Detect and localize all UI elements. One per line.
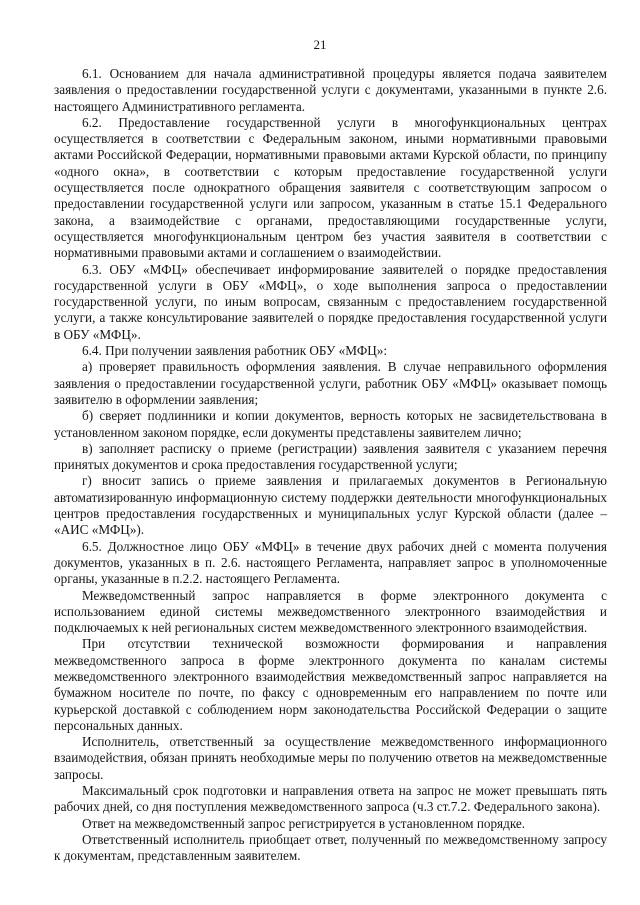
paragraph-6-2: 6.2. Предоставление государственной услуги в многофункциональных центрах осуществляется в соответствии с Федеральным законом, иными нормативными правовыми актами Российской Федерации, нормативными правовыми актами Курской области, по принципу «одного окна», в соответствии с которым предоставление государственной услуги осуществляется после однократного обращения заявителя с соответствующим запросом о предоставлении государственной услуги или запросом, указанным в статье 15.1 Федерального закона, а взаимодействие с органами, предоставляющими государственные услуги, осуществляется многофункциональным центром без участия заявителя в соответствии с нормативными правовыми актами и соглашением о взаимодействии.: [54, 114, 607, 261]
paragraph-6-4: 6.4. При получении заявления работник ОБУ «МФЦ»:: [82, 343, 388, 359]
paragraph-6-3: 6.3. ОБУ «МФЦ» обеспечивает информирование заявителей о порядке предоставления государственной услуги в ОБУ «МФЦ», о ходе выполнения запроса о предоставлении государственной услуги, по иным вопросам, связанным с предоставлением государственной услуги, а также консультирование заявителей о порядке предоставления государственной услуги в ОБУ «МФЦ».: [54, 261, 607, 342]
paragraph-6-1: 6.1. Основанием для начала административной процедуры является подача заявителем заявления о предоставлении государственной услуги с документами, указанными в пункте 2.6. настоящего Административного регламента.: [54, 66, 607, 114]
paragraph-attachment: Ответственный исполнитель приобщает ответ, полученный по межведомственному запросу к документам, представленным заявителем.: [54, 831, 607, 864]
paragraph-6-4-a: а) проверяет правильность оформления заявления. В случае неправильного оформления заявления о предоставлении государственной услуги, работник ОБУ «МФЦ» оказывает помощь заявителю в оформлении заявления;: [54, 359, 607, 407]
paragraph-6-4-b: б) сверяет подлинники и копии документов, верность которых не засвидетельствована в установленном законом порядке, если документы представлены заявителем лично;: [54, 408, 607, 440]
paragraph-paper-request: При отсутствии технической возможности формирования и направления межведомственного запроса в форме электронного документа по каналам системы межведомственного электронного взаимодействия межведомственный запрос направляется на бумажном носителе по почте, по факсу с одновременным его направлением по почте или курьерской доставкой с соблюдением норм законодательства Российской Федерации о защите персональных данных.: [54, 636, 607, 733]
paragraph-max-term: Максимальный срок подготовки и направления ответа на запрос не может превышать пять рабочих дней, со дня поступления межведомственного запроса (ч.3 ст.7.2. Федерального закона).: [54, 783, 607, 815]
paragraph-6-5: 6.5. Должностное лицо ОБУ «МФЦ» в течение двух рабочих дней с момента получения документов, указанных в п. 2.6. настоящего Регламента, направляет запрос в уполномоченные органы, указанные в п.2.2. настоящего Регламента.: [54, 538, 607, 587]
paragraph-interagency-request: Межведомственный запрос направляется в форме электронного документа с использованием единой системы межведомственного электронного взаимодействия и подключаемых к ней региональных систем межведомственного электронного взаимодействия.: [54, 587, 607, 636]
page-number: 21: [313, 37, 327, 52]
paragraph-6-4-g: г) вносит запись о приеме заявления и прилагаемых документов в Региональную автоматизированную информационную систему поддержки деятельности многофункциональных центров предоставления государственных и муниципальных услуг Курской области (далее – «АИС «МФЦ»).: [54, 473, 607, 538]
paragraph-registration: Ответ на межведомственный запрос регистрируется в установленном порядке.: [82, 815, 526, 831]
paragraph-6-4-v: в) заполняет расписку о приеме (регистрации) заявления заявителя с указанием перечня принятых документов и срока предоставления государственной услуги;: [54, 440, 607, 473]
document-body: [54, 66, 607, 865]
paragraph-executor: Исполнитель, ответственный за осуществление межведомственного информационного взаимодействия, обязан принять необходимые меры по получению ответов на межведомственные запросы.: [54, 734, 607, 782]
